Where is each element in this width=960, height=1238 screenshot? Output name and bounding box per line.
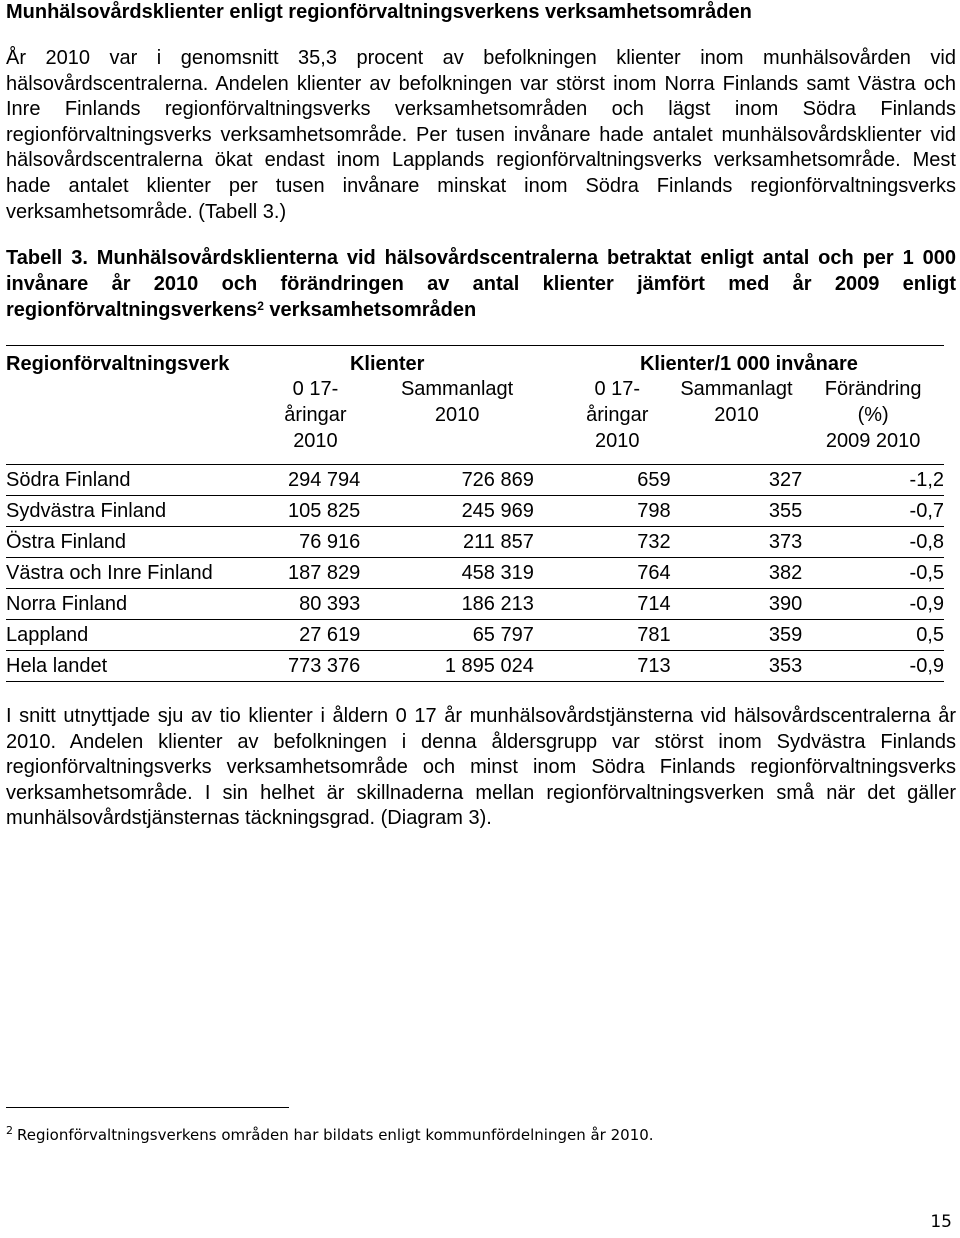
cell-k-total: 726 869 [360, 465, 534, 496]
cell-k-0-17: 294 794 [271, 465, 361, 496]
cell-k-0-17: 187 829 [271, 558, 361, 589]
subheader-line: (%) [857, 404, 889, 426]
subheader-line: 2009 2010 [825, 430, 921, 452]
footnote-text: Regionförvaltningsverkens områden har bildats enligt kommunfördelningen år 2010. [17, 1126, 654, 1144]
column-header-region: Regionförvaltningsverk [6, 346, 271, 377]
cell-k-0-17: 80 393 [271, 589, 361, 620]
section-heading: Munhälsovårdsklienter enligt regionförvaltningsverkens verksamhetsområden [6, 1, 752, 23]
table-subheader-row [6, 376, 944, 465]
cell-change: -0,9 [802, 589, 944, 620]
cell-p-0-17: 713 [534, 651, 671, 682]
subheader-line: 2010 [714, 404, 759, 426]
subheader-change [802, 376, 944, 465]
cell-k-total: 458 319 [360, 558, 534, 589]
paragraph-intro: År 2010 var i genomsnitt 35,3 procent av befolkningen klienter inom munhälsovården vid hälsovårdscentralerna. Andelen klienter av befolkningen var störst inom Norra Finlands samt Västra och Inre Finlands regionförvaltningsverks verksamhetsområden och lägst inom Södra Finlands regionförvaltningsverks verksamhetsområde. Per tusen invånare hade antalet munhälsovårdsklienter vid hälsovårdscentralerna ökat endast inom Lapplands regionförvaltningsverks verksamhetsområde. Mest hade antalet klienter per tusen invånare minskat inom Södra Finlands regionförvaltningsverks verksamhetsområde. (Tabell 3.) [6, 47, 956, 223]
subheader-line: 0 17- [594, 378, 641, 400]
cell-region: Östra Finland [6, 527, 271, 558]
subheader-p-0-17 [534, 376, 671, 465]
subheader-empty [6, 376, 271, 465]
cell-p-total: 355 [671, 496, 803, 527]
table-row [6, 620, 944, 651]
cell-region: Lappland [6, 620, 271, 651]
cell-p-0-17: 714 [534, 589, 671, 620]
table-caption-text: Tabell 3. Munhälsovårdsklienterna vid hälsovårdscentralerna betraktat enligt antal och per 1 000 invånare år 2010 och förändringen av antal klienter jämfört med år 2009 enligt regionförvaltningsverkens [6, 247, 956, 321]
cell-k-0-17: 76 916 [271, 527, 361, 558]
cell-k-total: 1 895 024 [360, 651, 534, 682]
cell-region: Hela landet [6, 651, 271, 682]
paragraph-summary: I snitt utnyttjade sju av tio klienter i åldern 0 17 år munhälsovårdstjänsterna vid hälsovårdscentralerna år 2010. Andelen klienter av befolkningen i denna åldersgrupp var störst inom Sydvästra Finlands regionförvaltningsverks verksamhetsområde och minst inom Södra Finlands regionförvaltningsverks verksamhetsområde. I sin helhet är skillnaderna mellan regionförvaltningsverken små när det gäller munhälsovårdstjänsternas täckningsgrad. (Diagram 3). [6, 705, 956, 830]
subheader-line: åringar [284, 404, 347, 426]
cell-p-0-17: 732 [534, 527, 671, 558]
subheader-k-total [360, 376, 534, 465]
cell-k-0-17: 773 376 [271, 651, 361, 682]
table-row [6, 651, 944, 682]
subheader-line: 2010 [595, 430, 640, 452]
footnote-divider [6, 1107, 289, 1108]
cell-k-total: 186 213 [360, 589, 534, 620]
subheader-p-total [671, 376, 803, 465]
table-row [6, 558, 944, 589]
cell-p-total: 327 [671, 465, 803, 496]
cell-k-total: 65 797 [360, 620, 534, 651]
cell-region: Södra Finland [6, 465, 271, 496]
cell-p-total: 390 [671, 589, 803, 620]
cell-k-total: 245 969 [360, 496, 534, 527]
subheader-line: Sammanlagt [400, 378, 514, 400]
cell-p-0-17: 781 [534, 620, 671, 651]
cell-k-0-17: 27 619 [271, 620, 361, 651]
subheader-line: 0 17- [292, 378, 339, 400]
table-caption [6, 245, 956, 323]
cell-p-0-17: 659 [534, 465, 671, 496]
cell-change: -0,7 [802, 496, 944, 527]
footnote-number: 2 [6, 1124, 13, 1137]
cell-p-total: 382 [671, 558, 803, 589]
cell-region: Sydvästra Finland [6, 496, 271, 527]
column-group-klienter: Klienter [271, 346, 534, 377]
cell-p-total: 373 [671, 527, 803, 558]
cell-p-0-17: 798 [534, 496, 671, 527]
cell-change: -0,5 [802, 558, 944, 589]
subheader-line: Sammanlagt [680, 378, 793, 400]
table-header-group-row [6, 346, 944, 377]
cell-k-total: 211 857 [360, 527, 534, 558]
column-group-per-1000: Klienter/1 000 invånare [534, 346, 944, 377]
table-caption-text-end: verksamhetsområden [263, 299, 477, 321]
cell-change: -0,8 [802, 527, 944, 558]
table-row [6, 465, 944, 496]
table-row [6, 527, 944, 558]
table-body [6, 465, 944, 682]
cell-change: 0,5 [802, 620, 944, 651]
subheader-line: 2010 [434, 404, 480, 426]
table-row [6, 589, 944, 620]
cell-region: Norra Finland [6, 589, 271, 620]
footnote-reference: 2 [257, 299, 264, 313]
cell-p-total: 359 [671, 620, 803, 651]
cell-p-total: 353 [671, 651, 803, 682]
cell-p-0-17: 764 [534, 558, 671, 589]
cell-k-0-17: 105 825 [271, 496, 361, 527]
page-number: 15 [930, 1212, 952, 1232]
client-table [6, 345, 944, 682]
subheader-k-0-17 [271, 376, 361, 465]
cell-region: Västra och Inre Finland [6, 558, 271, 589]
table-row [6, 496, 944, 527]
subheader-line: Förändring [824, 378, 922, 400]
footnote [6, 1121, 654, 1145]
cell-change: -0,9 [802, 651, 944, 682]
subheader-line: 2010 [293, 430, 338, 452]
subheader-line: åringar [586, 404, 649, 426]
cell-change: -1,2 [802, 465, 944, 496]
